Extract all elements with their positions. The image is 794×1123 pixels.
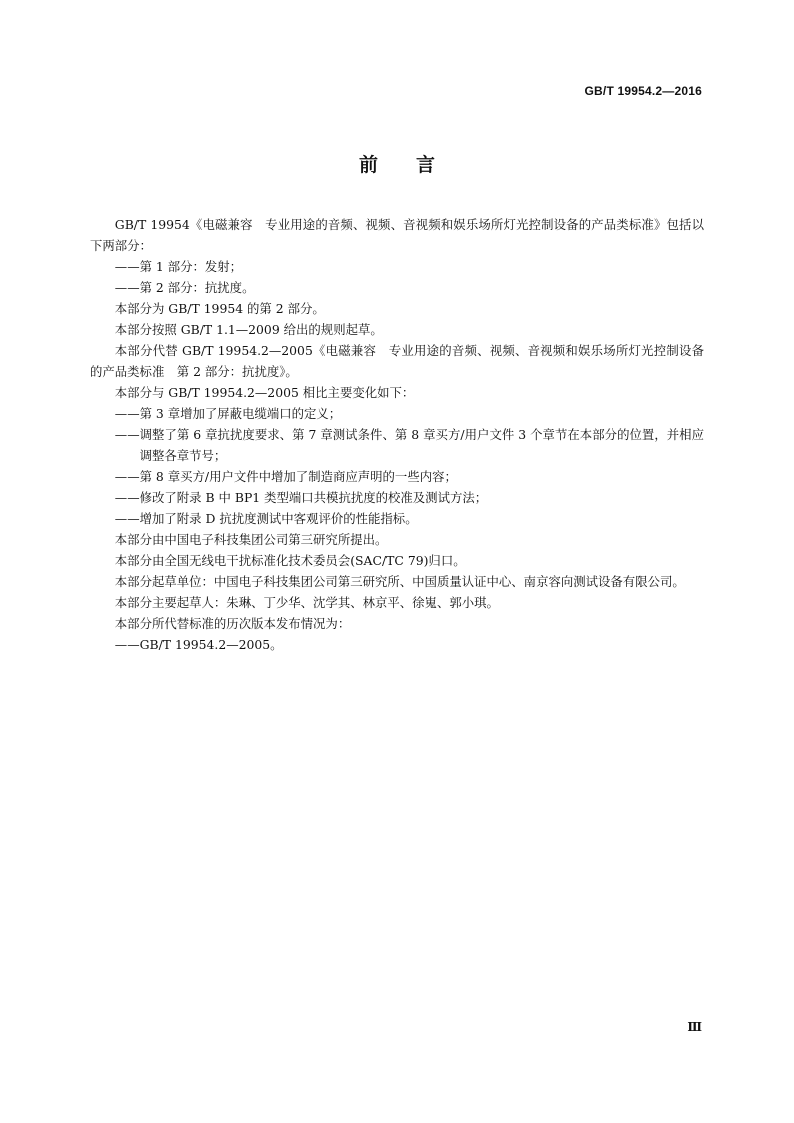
page-number: Ⅲ xyxy=(687,1020,702,1034)
paragraph: GB/T 19954《电磁兼容 专业用途的音频、视频、音视频和娱乐场所灯光控制设备的产品类标准》包括以下两部分： xyxy=(90,217,704,253)
list-item: ——第 2 部分：抗扰度。 xyxy=(114,280,255,295)
paragraph: 本部分起草单位：中国电子科技集团公司第三研究所、中国质量认证中心、南京容向测试设备有限公司。 xyxy=(114,574,685,589)
paragraph: 本部分所代替标准的历次版本发布情况为： xyxy=(114,616,351,631)
list-item: ——增加了附录 D 抗扰度测试中客观评价的性能指标。 xyxy=(114,511,418,526)
foreword-body xyxy=(90,214,704,655)
paragraph: 本部分由中国电子科技集团公司第三研究所提出。 xyxy=(114,532,388,547)
list-item: ——第 1 部分：发射； xyxy=(114,259,243,274)
paragraph: 本部分与 GB/T 19954.2—2005 相比主要变化如下： xyxy=(114,385,415,400)
list-item: ——调整了第 6 章抗扰度要求、第 7 章测试条件、第 8 章买方/用户文件 3 个章节在本部分的位置，并相应调整各章节号； xyxy=(114,427,704,463)
list-item: ——第 8 章买方/用户文件中增加了制造商应声明的一些内容； xyxy=(114,469,457,484)
paragraph: 本部分代替 GB/T 19954.2—2005《电磁兼容 专业用途的音频、视频、音视频和娱乐场所灯光控制设备的产品类标准 第 2 部分：抗扰度》。 xyxy=(90,343,704,379)
paragraph: 本部分由全国无线电干扰标准化技术委员会(SAC/TC 79)归口。 xyxy=(114,553,466,568)
list-item: ——第 3 章增加了屏蔽电缆端口的定义； xyxy=(114,406,342,421)
paragraph: 本部分为 GB/T 19954 的第 2 部分。 xyxy=(114,301,325,316)
list-item: ——GB/T 19954.2—2005。 xyxy=(114,637,283,652)
paragraph: 本部分按照 GB/T 1.1—2009 给出的规则起草。 xyxy=(114,322,383,337)
list-item: ——修改了附录 B 中 BP1 类型端口共模抗扰度的校准及测试方法； xyxy=(114,490,488,505)
paragraph: 本部分主要起草人：朱琳、丁少华、沈学其、林京平、徐嵬、郭小琪。 xyxy=(114,595,499,610)
page-title: 前言 xyxy=(358,154,473,176)
standard-code: GB/T 19954.2—2016 xyxy=(584,84,702,98)
